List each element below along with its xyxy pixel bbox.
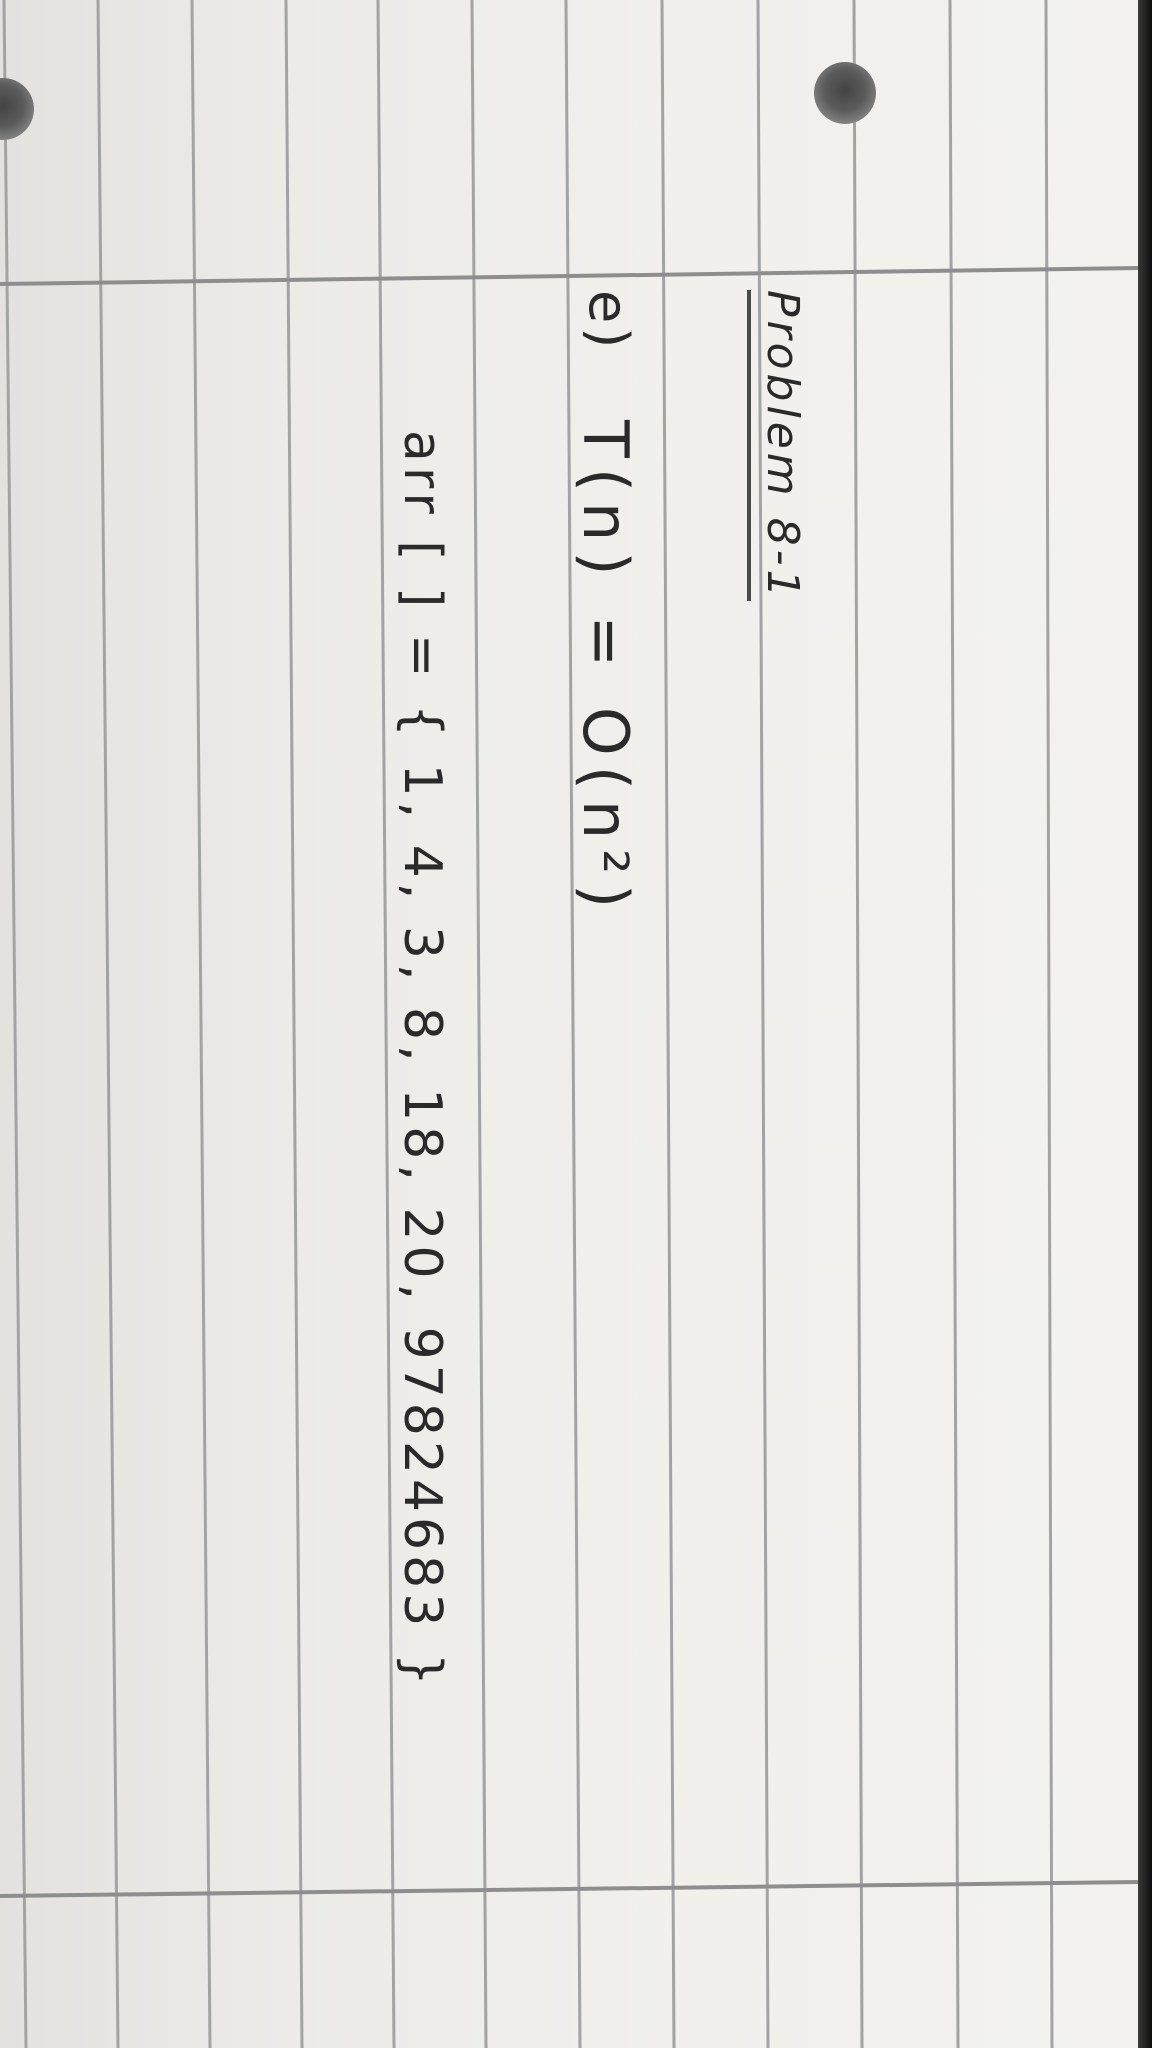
array-expression: arr [ ] = { 1, 4, 3, 8, 18, 20, 97824683 } bbox=[392, 430, 452, 1691]
runtime-expression: T(n) = O(n²) bbox=[569, 420, 642, 919]
heading-block bbox=[757, 290, 808, 601]
part-block bbox=[577, 290, 640, 352]
problem-heading: Problem 8-1 bbox=[747, 290, 808, 601]
runtime-block bbox=[569, 420, 642, 918]
punch-hole-right bbox=[814, 62, 876, 124]
array-block bbox=[392, 430, 452, 1691]
part-label: e) bbox=[577, 290, 640, 353]
table-edge bbox=[1138, 0, 1152, 2048]
